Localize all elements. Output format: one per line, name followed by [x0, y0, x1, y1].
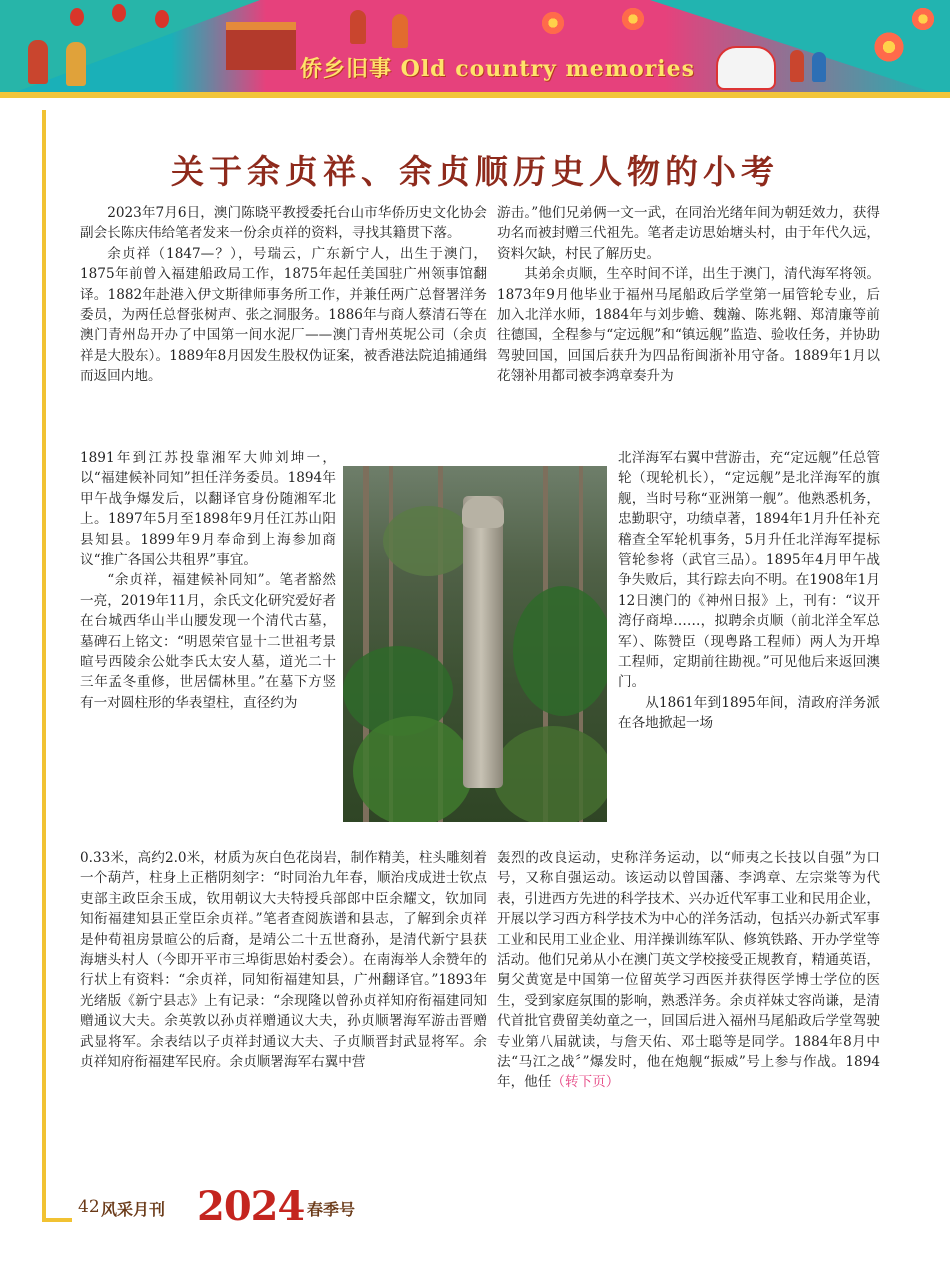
article-column-2 — [497, 203, 880, 387]
turn-page-link[interactable]: （转下页） — [551, 1074, 620, 1091]
figure-icon — [66, 42, 86, 86]
frame-line-horizontal — [42, 1218, 72, 1222]
paragraph: 0.33米，高约2.0米，材质为灰白色花岗岩，制作精美，柱头雕刻着一个葫芦，柱身上正楷阴刻字：“时同治九年春，顺治戌成进士钦点吏部主政臣余玉成，钦用朝议大夫特授兵部郎中臣余耀文，钦加同知衔福建知县正堂臣余贞祥。”笔者查阅族谱和县志，了解到余贞祥是仲荀祖房景暄公的后裔，是靖公二十五世裔孙，是清代新宁县获海塘头村人（今即开平市三埠街思始村委会）。在南海举人余赞年的行状上有资料：“余贞祥，同知衔福建知县，广州翻译官。”1893年光绪版《新宁县志》上有记录：“余现隆以曾孙贞祥知府衔福建同知赠通议大夫。余英敦以孙贞祥赠通议大夫，孙贞顺署海军游击晋赠武显将军。余表结以子贞祥封通议大夫、子贞顺晋封武显将军。余贞祥知府衔福建军民府。余贞顺署海军右翼中营 — [80, 850, 487, 1071]
lantern-icon — [155, 10, 169, 28]
article-column-2-bottom — [497, 848, 880, 1093]
foliage — [383, 506, 473, 576]
lantern-icon — [70, 8, 84, 26]
stone-pillar-gourd-top — [462, 496, 504, 528]
paragraph: 其弟余贞顺，生卒时间不详，出生于澳门，清代海军将领。1873年9月他毕业于福州马尾船政后学堂第一届管轮专业，后加入北洋水师，1884年与刘步蟾、魏瀚、陈兆翱、郑清廉等前往德国，全程参与“定远舰”和“镇远舰”监造、验收任务，并协助驾驶回国，回国后获升为四品衔闽浙补用守备。1889年1月以花翎补用都司被李鸿章奏升为 — [497, 266, 880, 385]
figure-icon — [28, 40, 48, 84]
stone-pillar — [463, 496, 503, 788]
issue-season: 春季号 — [307, 1200, 356, 1219]
flower-icon — [540, 10, 566, 36]
foliage — [353, 716, 473, 822]
paragraph: “余贞祥，福建候补同知”。笔者豁然一亮，2019年11月，余氏文化研究爱好者在台城西华山半山腰发现一个清代古墓，墓碑石上铭文：“明恩荣官显十二世祖考景暄号西陵余公妣李氏太安人墓，道光二十三年孟冬重修，世居儒林里。”在墓下方竖有一对圆柱形的华表望柱，直径约为 — [80, 572, 336, 711]
figure-icon — [812, 52, 826, 82]
article-column-1-wrap — [80, 448, 336, 713]
lantern-icon — [112, 4, 126, 22]
foliage — [513, 586, 607, 716]
paragraph: 2023年7月6日，澳门陈晓平教授委托台山市华侨历史文化协会副会长陈庆伟给笔者发来一份余贞祥的资料，寻找其籍贯下落。 — [80, 205, 487, 242]
paragraph: 游击。”他们兄弟俩一文一武，在同治光绪年间为朝廷效力，获得功名而被封赠三代祖先。笔者走访思始塘头村，由于年代久远，资料欠缺，村民了解历史。 — [497, 205, 880, 262]
frame-line-vertical — [42, 110, 46, 1222]
paragraph: 从1861年到1895年间，清政府洋务派在各地掀起一场 — [618, 694, 880, 732]
market-stall-icon — [226, 22, 296, 70]
article-column-1-bottom — [80, 848, 487, 1072]
figure-icon — [392, 14, 408, 48]
paragraph — [497, 848, 880, 1093]
paragraph-text: 轰烈的改良运动，史称洋务运动，以“师夷之长技以自强”为口号，又称自强运动。该运动以曾国藩、李鸿章、左宗棠等为代表，引进西方先进的科学技术、兴办近代军事工业和民用企业，开展以学习西方科学技术为中心的洋务活动，包括兴办新式军事工业和民用工业企业、用洋操训练军队、修筑铁路、开办学堂等活动。他们兄弟从小在澳门英文学校接受正规教育，精通英语，舅父黄宽是中国第一位留英学习西医并获得医学博士学位的医生，受到家庭氛围的影响，熟悉洋务。余贞祥妹丈容尚谦，是清代首批官费留美幼童之一，回国后进入福州马尾船政后学堂驾驶专业第八届就读，与詹天佑、邓士聪等是同学。1884年8月中法“马江之战〞”爆发时，他在炮舰“振威”号上参与作战。1894年，他任 — [497, 850, 880, 1091]
article-column-1 — [80, 203, 487, 387]
article-headline: 关于余贞祥、余贞顺历史人物的小考 — [171, 152, 779, 191]
flower-icon — [910, 6, 936, 32]
issue-year: 2024 — [197, 1183, 305, 1230]
paragraph: 余贞祥（1847—？），号瑞云，广东新宁人，出生于澳门，1875年前曾入福建船政局工作，1875年起任美国驻广州领事馆翻译。1882年赴港入伊文斯律师事务所工作，并兼任两广总督署洋务委员，为两任总督张树声、张之洞服务。1886年与商人蔡清石等在澳门青州岛开办了中国第一间水泥厂——澳门青州英坭公司（余贞祥是大股东）。1889年8月因发生股权伪证案，被香港法院追捕通缉而返回内地。 — [80, 245, 487, 385]
figure-icon — [790, 50, 804, 82]
publication-name: 风采月刊 — [101, 1200, 166, 1219]
foliage — [493, 726, 607, 822]
paragraph: 1891年到江苏投靠湘军大帅刘坤一，以“福建候补同知”担任洋务委员。1894年甲午战争爆发后，以翻译官身份随湘军北上。1897年5月至1898年9月任江苏山阳县知县。1899年9月奉命到上海参加商议“推广各国公共租界”事宜。 — [80, 450, 336, 569]
banner-title: 侨乡旧事 Old country memories — [300, 56, 696, 82]
page-number: 42 — [78, 1197, 100, 1217]
paragraph: 北洋海军右翼中营游击，充“定远舰”任总管轮（现轮机长），“定远舰”是北洋海军的旗舰，当时号称“亚洲第一舰”。他熟悉机务，忠勤职守，功绩卓著，1894年1月升任补充稽查全军轮机事务，5月升任北洋海军提标管轮参将（武官三品）。1895年4月甲午战争失败后，其行踪去向不明。在1908年1月12日澳门的《神州日报》上，刊有：“议开湾仔商埠……，拟聘余贞顺（前北洋全军总军）、陈赞臣（现粤路工程师）两人为开埠工程师，定期前往勘视。”可见他后来返回澳门。 — [618, 450, 880, 691]
article-column-2-wrap — [618, 448, 880, 734]
header-banner — [0, 0, 950, 98]
figure-icon — [350, 10, 366, 44]
banner-stripe — [0, 92, 950, 98]
flower-icon — [620, 6, 646, 32]
flower-icon — [872, 30, 906, 64]
lion-dance-icon — [716, 46, 776, 90]
